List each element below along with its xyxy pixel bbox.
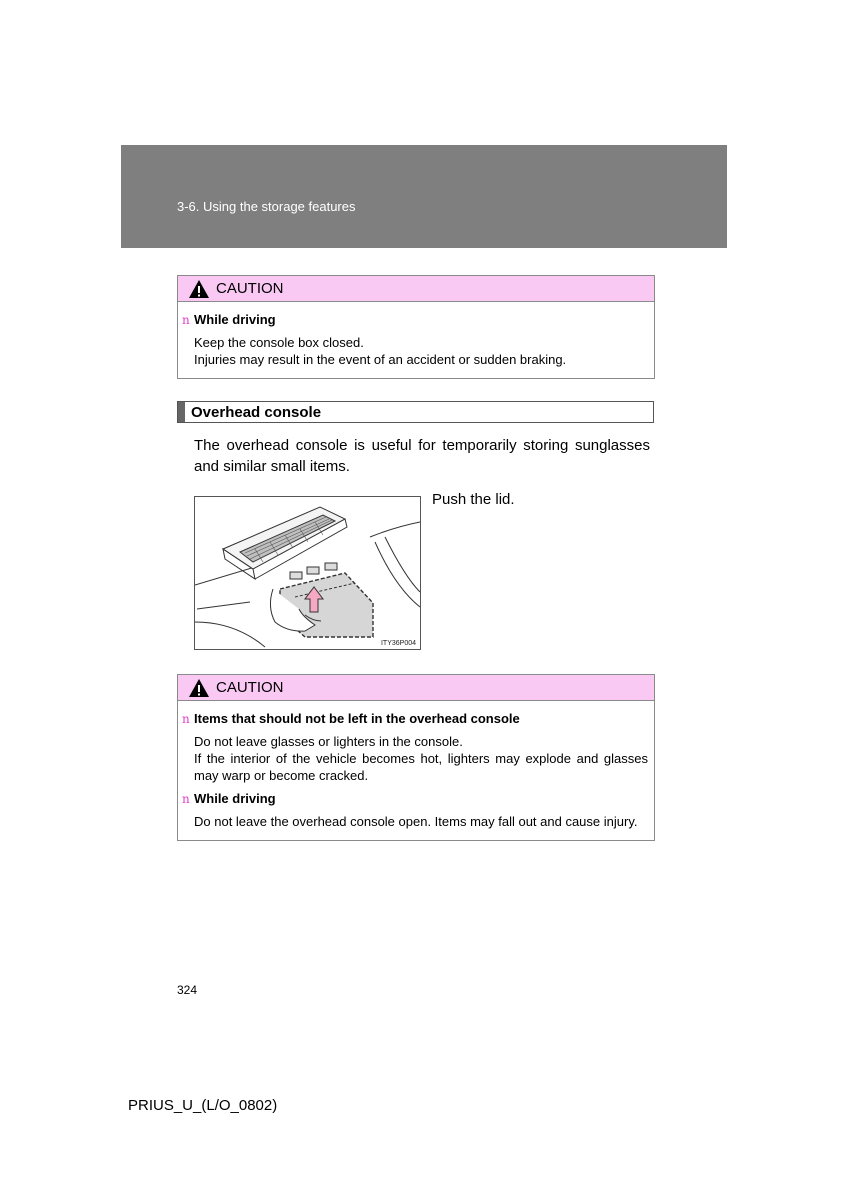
overhead-console-illustration [194, 496, 421, 650]
caution-header [178, 276, 654, 302]
instruction-text: Push the lid. [432, 491, 515, 508]
document-code: PRIUS_U_(L/O_0802) [128, 1097, 278, 1114]
caution-item-heading: n While driving [182, 312, 276, 327]
caution-title: CAUTION [216, 679, 284, 696]
warning-triangle-icon [188, 678, 210, 698]
section-label: 3-6. Using the storage features [177, 199, 356, 214]
intro-paragraph: The overhead console is useful for temporarily storing sunglasses and similar small items. [194, 437, 650, 475]
caution-box-2 [177, 674, 655, 841]
caution-item-text: Do not leave glasses or lighters in the console. If the interior of the vehicle becomes hot, lighters may explode and glasses may warp or become cracked. [194, 734, 648, 783]
caution-item-heading: n Items that should not be left in the overhead console [182, 711, 520, 726]
bullet-marker: n [182, 792, 190, 806]
console-drawing [195, 497, 420, 649]
caution-title: CAUTION [216, 280, 284, 297]
caution-body [178, 701, 654, 840]
chapter-header-band [121, 145, 727, 248]
caution-box-1 [177, 275, 655, 379]
bullet-marker: n [182, 313, 190, 327]
bullet-marker: n [182, 712, 190, 726]
caution-item-text: Keep the console box closed. Injuries may result in the event of an accident or sudden braking. [194, 335, 567, 367]
page-number: 324 [177, 983, 198, 997]
section-title: Overhead console [191, 403, 322, 421]
heading-accent-bar [178, 402, 185, 422]
caution-item-text: Do not leave the overhead console open. Items may fall out and cause injury. [194, 814, 638, 829]
figure-code: ITY36P004 [380, 640, 416, 647]
caution-body [178, 302, 654, 378]
caution-header [178, 675, 654, 701]
section-heading [177, 401, 654, 423]
warning-triangle-icon [188, 279, 210, 299]
caution-item-heading: n While driving [182, 791, 276, 806]
